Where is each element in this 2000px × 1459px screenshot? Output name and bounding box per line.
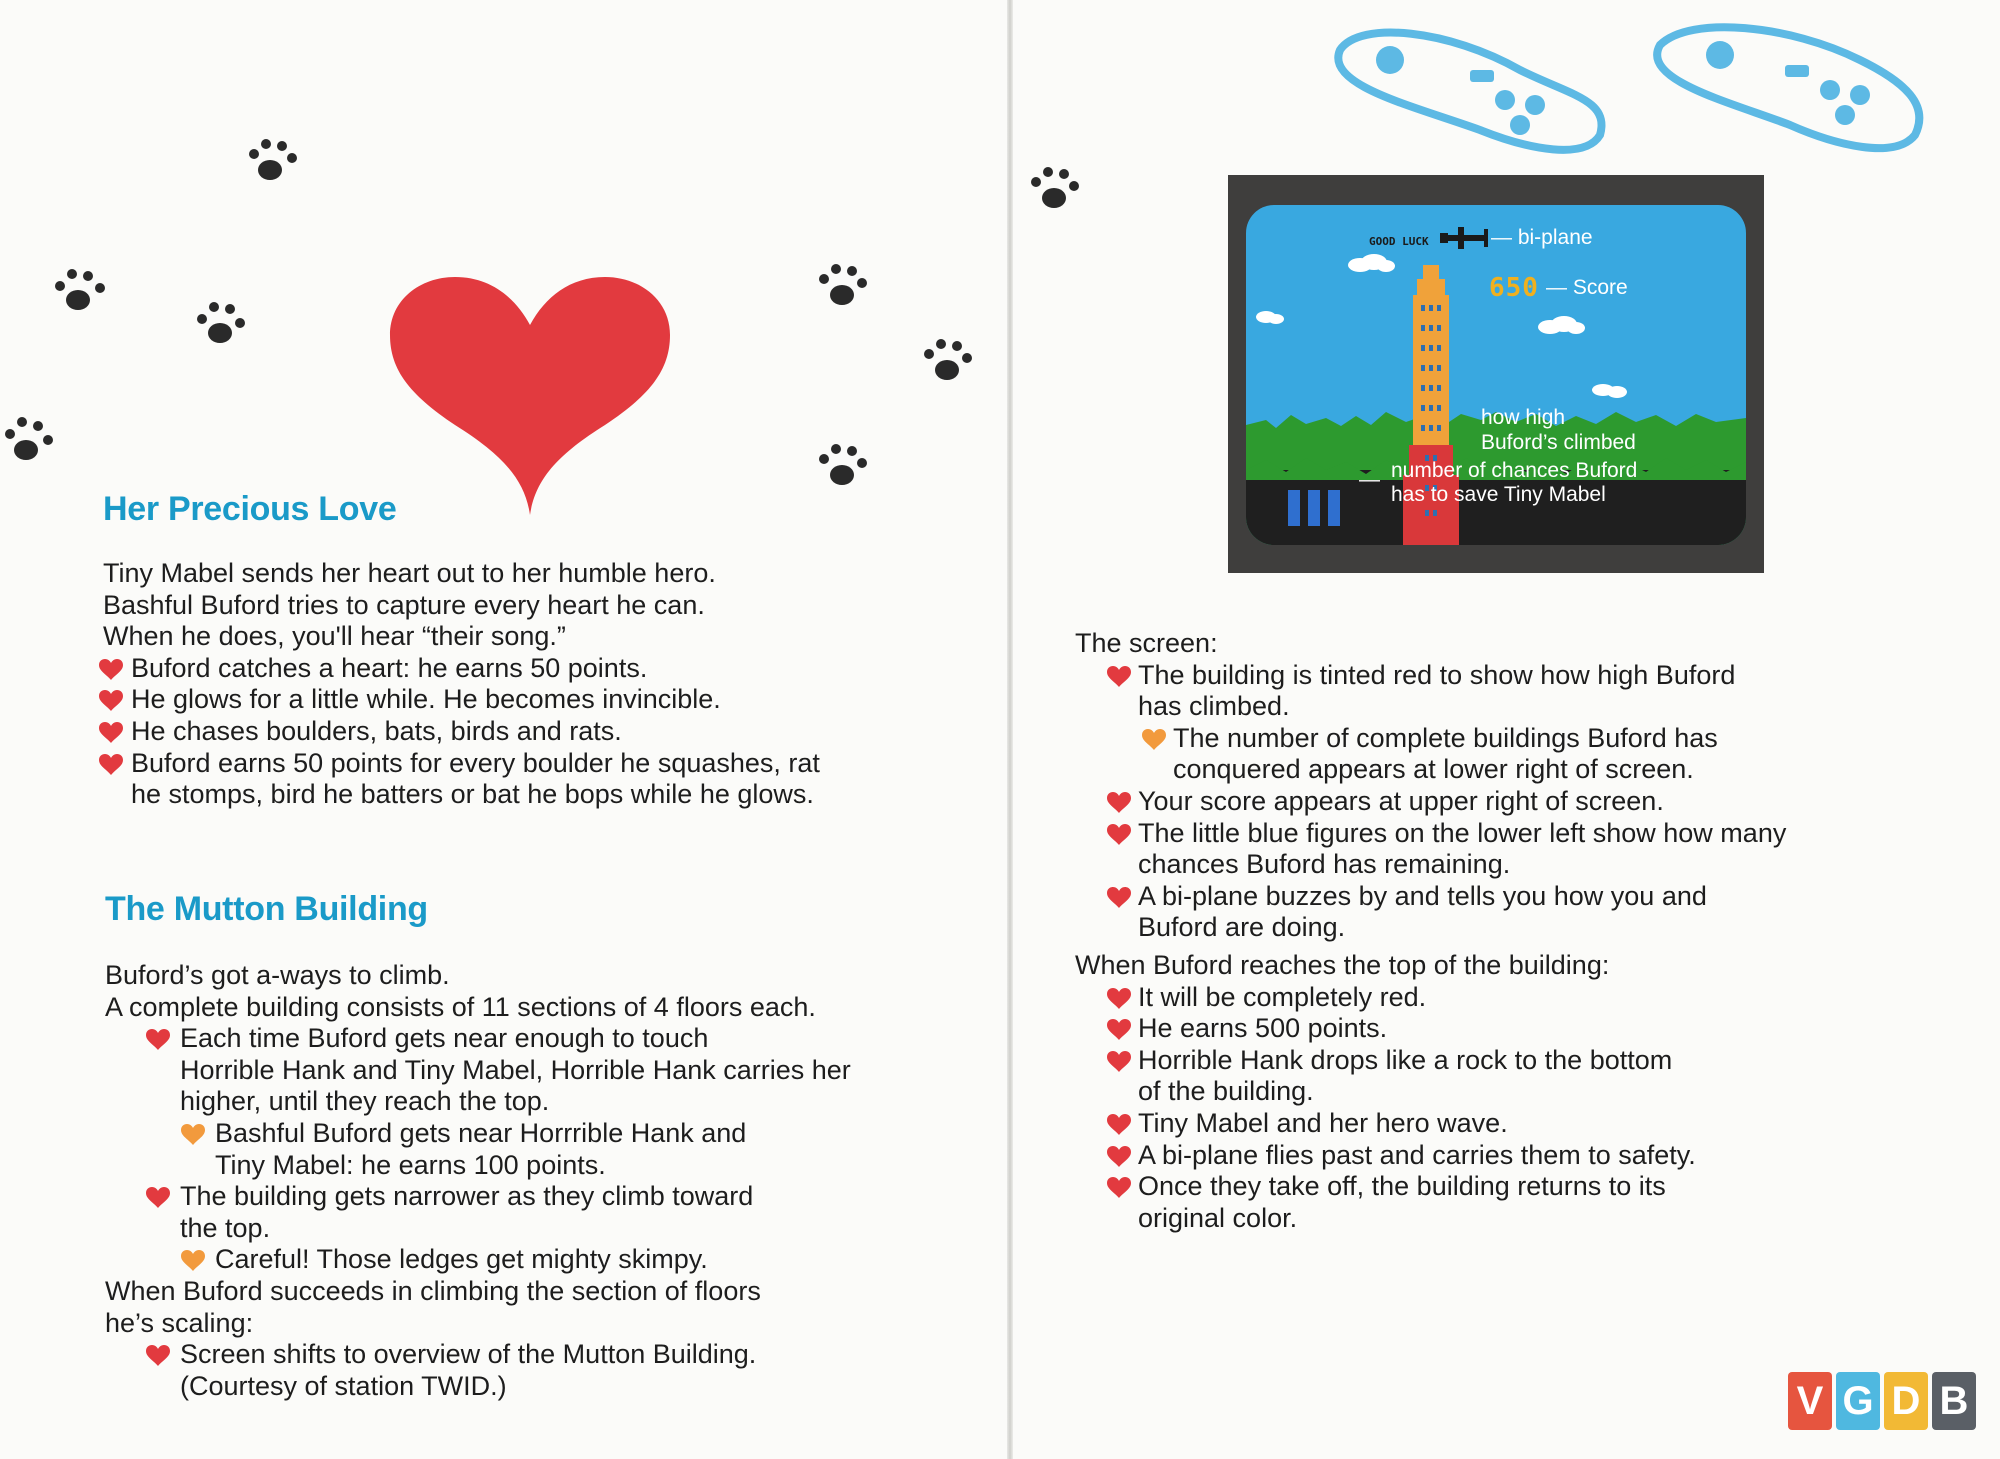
heart-bullet-icon <box>1106 1114 1132 1136</box>
screen-sub-bullet <box>1075 723 1975 755</box>
controller-footprints-icon <box>1330 10 1930 160</box>
building-intro-line: Buford’s got a-ways to climb. <box>105 960 450 990</box>
how-high-label: how high <box>1481 406 1566 429</box>
heart-bullet-icon <box>1106 1146 1132 1168</box>
page-fold <box>1007 0 1013 1459</box>
love-bullet <box>103 653 983 685</box>
top-continuation: original color. <box>1138 1202 1298 1233</box>
screen-bullet <box>1075 660 1975 692</box>
love-bullet <box>103 716 983 748</box>
biplane-label: — bi-plane <box>1491 226 1593 249</box>
heart-bullet-icon <box>1106 1177 1132 1199</box>
heart-bullet-icon <box>1106 887 1132 909</box>
building-intro-line: A complete building consists of 11 sections of 4 floors each. <box>105 991 816 1022</box>
top-continuation: of the building. <box>1138 1076 1314 1107</box>
love-heading: Her Precious Love <box>103 490 397 528</box>
top-bullet-text: Tiny Mabel and her hero wave. <box>1138 1107 1508 1138</box>
paw-print-icon <box>915 330 985 400</box>
screen-bullet-text: Your score appears at upper right of screen. <box>1138 785 1664 816</box>
love-bullet-text: He chases boulders, bats, birds and rats. <box>131 715 622 746</box>
screen-bullet-text: The little blue figures on the lower left show how many <box>1138 817 1787 848</box>
score-label: — Score <box>1546 276 1628 299</box>
love-intro-line: Tiny Mabel sends her heart out to her humble hero. <box>103 558 716 588</box>
paw-print-icon <box>240 130 310 200</box>
chances-figures-icon <box>1286 488 1346 528</box>
chances-label: number of chances Buford <box>1391 459 1638 482</box>
love-bullet-text: Buford catches a heart: he earns 50 points. <box>131 652 648 683</box>
watermark-letter: D <box>1884 1372 1928 1430</box>
heart-bullet-icon <box>1106 792 1132 814</box>
top-bullet-text: A bi-plane flies past and carries them to safety. <box>1138 1139 1696 1170</box>
heart-bullet-icon <box>1106 1051 1132 1073</box>
top-bullet-text: Horrible Hank drops like a rock to the bottom <box>1138 1044 1673 1075</box>
building-sub-bullet-text: Bashful Buford gets near Horrrible Hank and <box>215 1117 747 1148</box>
chances-dash: — <box>1359 468 1380 491</box>
vgdb-watermark <box>1788 1372 1976 1430</box>
building-bullet <box>105 1023 995 1055</box>
orange-heart-bullet-icon <box>1141 729 1167 751</box>
top-bullet <box>1075 982 1975 1014</box>
heart-bullet-icon <box>1106 666 1132 688</box>
orange-heart-bullet-icon <box>180 1250 206 1272</box>
love-bullet-continuation: he stomps, bird he batters or bat he bops while he glows. <box>131 779 814 810</box>
building-continuation: (Courtesy of station TWID.) <box>180 1370 507 1401</box>
screen-continuation: has climbed. <box>1138 691 1290 722</box>
cloud-icon <box>1346 253 1396 273</box>
building-sub-bullet <box>105 1244 995 1276</box>
heart-bullet-icon <box>1106 988 1132 1010</box>
game-screen <box>1246 205 1746 545</box>
building-bullet <box>105 1339 995 1371</box>
screen-sub-bullet-text: The number of complete buildings Buford has <box>1173 722 1718 753</box>
screen-bullet <box>1075 786 1975 818</box>
screen-bullet <box>1075 881 1975 913</box>
building-continuation: Horrible Hank and Tiny Mabel, Horrible Hank carries her <box>180 1054 851 1085</box>
building-continuation: the top. <box>180 1212 271 1243</box>
top-bullet-text: Once they take off, the building returns to its <box>1138 1171 1666 1202</box>
building-section <box>105 960 995 1402</box>
top-intro: When Buford reaches the top of the building: <box>1075 949 1610 980</box>
chances-label: has to save Tiny Mabel <box>1391 483 1606 506</box>
watermark-letter: B <box>1932 1372 1976 1430</box>
large-heart-icon <box>385 275 675 520</box>
love-bullet-text: Buford earns 50 points for every boulder he squashes, rat <box>131 747 820 778</box>
paw-print-icon <box>810 255 880 325</box>
heart-bullet-icon <box>145 1345 171 1367</box>
how-high-label: Buford’s climbed <box>1481 431 1636 454</box>
heart-bullet-icon <box>145 1029 171 1051</box>
paw-print-icon <box>0 410 70 480</box>
heart-bullet-icon <box>145 1187 171 1209</box>
top-bullet <box>1075 1140 1975 1172</box>
paw-print-icon <box>810 435 880 505</box>
cloud-icon <box>1591 380 1631 400</box>
top-bullet <box>1075 1013 1975 1045</box>
screen-continuation: Buford are doing. <box>1138 912 1346 943</box>
screen-bullet <box>1075 818 1975 850</box>
heart-bullet-icon <box>98 722 124 744</box>
good-luck-text: GOOD LUCK <box>1369 235 1429 248</box>
love-intro-line: When he does, you'll hear “their song.” <box>103 621 566 652</box>
screen-bullet-text: The building is tinted red to show how high Buford <box>1138 659 1736 690</box>
watermark-letter: G <box>1836 1372 1880 1430</box>
love-intro-line: Bashful Buford tries to capture every heart he can. <box>103 589 705 620</box>
paw-print-icon <box>1022 158 1092 228</box>
score-value: 650 <box>1489 273 1539 303</box>
screen-continuation: conquered appears at lower right of screen. <box>1173 754 1694 785</box>
building-bullet <box>105 1181 995 1213</box>
building-sub-bullet-text: Careful! Those ledges get mighty skimpy. <box>215 1244 708 1275</box>
love-bullet <box>103 748 983 780</box>
building-sub-bullet <box>105 1118 995 1150</box>
screen-bullet-text: A bi-plane buzzes by and tells you how you and <box>1138 880 1707 911</box>
love-bullet <box>103 684 983 716</box>
watermark-letter: V <box>1788 1372 1832 1430</box>
top-bullet <box>1075 1108 1975 1140</box>
screen-intro: The screen: <box>1075 628 1218 658</box>
building-continuation: higher, until they reach the top. <box>180 1086 550 1117</box>
heart-bullet-icon <box>98 659 124 681</box>
top-bullet <box>1075 1171 1975 1203</box>
building-intro-line: he’s scaling: <box>105 1307 254 1338</box>
building-bullet-text: The building gets narrower as they climb toward <box>180 1181 754 1212</box>
building-continuation: Tiny Mabel: he earns 100 points. <box>215 1149 606 1180</box>
love-bullet-text: He glows for a little while. He becomes invincible. <box>131 684 721 715</box>
screen-section <box>1075 628 1975 1234</box>
screen-continuation: chances Buford has remaining. <box>1138 849 1511 880</box>
cloud-icon <box>1536 315 1586 335</box>
biplane-icon <box>1438 223 1498 253</box>
heart-bullet-icon <box>98 754 124 776</box>
building-bullet-text: Each time Buford gets near enough to touch <box>180 1023 709 1054</box>
building-intro-line: When Buford succeeds in climbing the section of floors <box>105 1275 761 1306</box>
building-bullet-text: Screen shifts to overview of the Mutton Building. <box>180 1339 757 1370</box>
paw-print-icon <box>48 262 118 332</box>
top-bullet-text: It will be completely red. <box>1138 981 1427 1012</box>
heart-bullet-icon <box>1106 1019 1132 1041</box>
heart-bullet-icon <box>98 690 124 712</box>
top-bullet <box>1075 1045 1975 1077</box>
game-screenshot <box>1228 175 1764 573</box>
top-bullet-text: He earns 500 points. <box>1138 1013 1388 1044</box>
building-heading: The Mutton Building <box>105 890 428 928</box>
cloud-icon <box>1256 307 1286 327</box>
love-section <box>103 558 983 811</box>
paw-print-icon <box>188 293 258 363</box>
orange-heart-bullet-icon <box>180 1124 206 1146</box>
heart-bullet-icon <box>1106 824 1132 846</box>
